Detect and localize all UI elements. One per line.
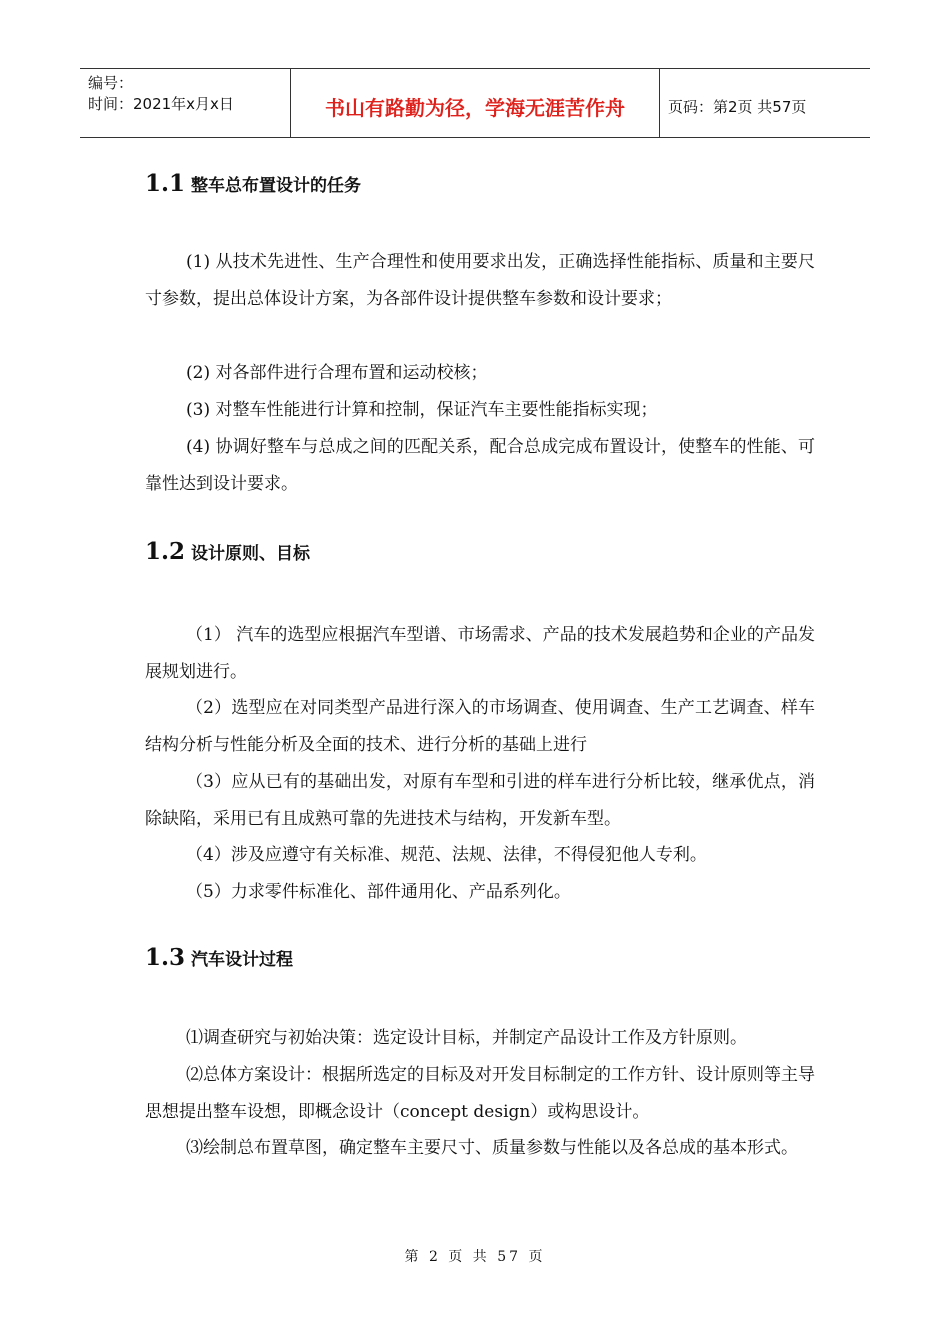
paragraph: ⑵总体方案设计：根据所选定的目标及对开发目标制定的工作方针、设计原则等主导思想提出整车设想，即概念设计（concept design）或构思设计。	[145, 1065, 815, 1122]
document-date: 时间：2021年x月x日	[88, 95, 234, 113]
section-title: 设计原则、目标	[191, 544, 311, 564]
section-number: 1.1	[145, 170, 186, 197]
paragraph: ⑴调查研究与初始决策：选定设计目标，并制定产品设计工作及方针原则。	[186, 1028, 747, 1048]
section-heading-1-2	[145, 538, 310, 565]
paragraph: (2) 对各部件进行合理布置和运动校核；	[186, 363, 488, 383]
header-motto: 书山有路勤为径，学海无涯苦作舟	[290, 69, 660, 137]
section-number: 1.2	[145, 538, 186, 565]
paragraph: (3) 对整车性能进行计算和控制，保证汽车主要性能指标实现；	[186, 400, 658, 420]
section-number: 1.3	[145, 944, 186, 971]
paragraph: （5）力求零件标准化、部件通用化、产品系列化。	[186, 882, 571, 902]
header-page-code: 页码：第2页 共57页	[668, 97, 807, 116]
paragraph: （2）选型应在对同类型产品进行深入的市场调查、使用调查、生产工艺调查、样车结构分析与性能分析及全面的技术、进行分析的基础上进行	[145, 698, 815, 755]
page-footer: 第 2 页 共 57 页	[404, 1249, 546, 1265]
document-number-label: 编号：	[88, 74, 134, 92]
paragraph: (1) 从技术先进性、生产合理性和使用要求出发，正确选择性能指标、质量和主要尺寸参数，提出总体设计方案，为各部件设计提供整车参数和设计要求；	[145, 252, 815, 309]
page-header-table	[80, 68, 870, 138]
section-title: 汽车设计过程	[191, 950, 294, 970]
paragraph: （3）应从已有的基础出发，对原有车型和引进的样车进行分析比较，继承优点，消除缺陷，采用已有且成熟可靠的先进技术与结构，开发新车型。	[145, 772, 815, 829]
paragraph: （1） 汽车的选型应根据汽车型谱、市场需求、产品的技术发展趋势和企业的产品发展规划进行。	[145, 625, 815, 682]
paragraph: ⑶绘制总布置草图，确定整车主要尺寸、质量参数与性能以及各总成的基本形式。	[186, 1138, 798, 1158]
paragraph: （4）涉及应遵守有关标准、规范、法规、法律，不得侵犯他人专利。	[186, 845, 707, 865]
section-heading-1-1	[145, 170, 361, 197]
section-title: 整车总布置设计的任务	[191, 176, 362, 196]
header-meta-cell	[80, 69, 290, 137]
paragraph: (4) 协调好整车与总成之间的匹配关系，配合总成完成布置设计，使整车的性能、可靠性达到设计要求。	[145, 437, 815, 494]
section-heading-1-3	[145, 944, 293, 971]
